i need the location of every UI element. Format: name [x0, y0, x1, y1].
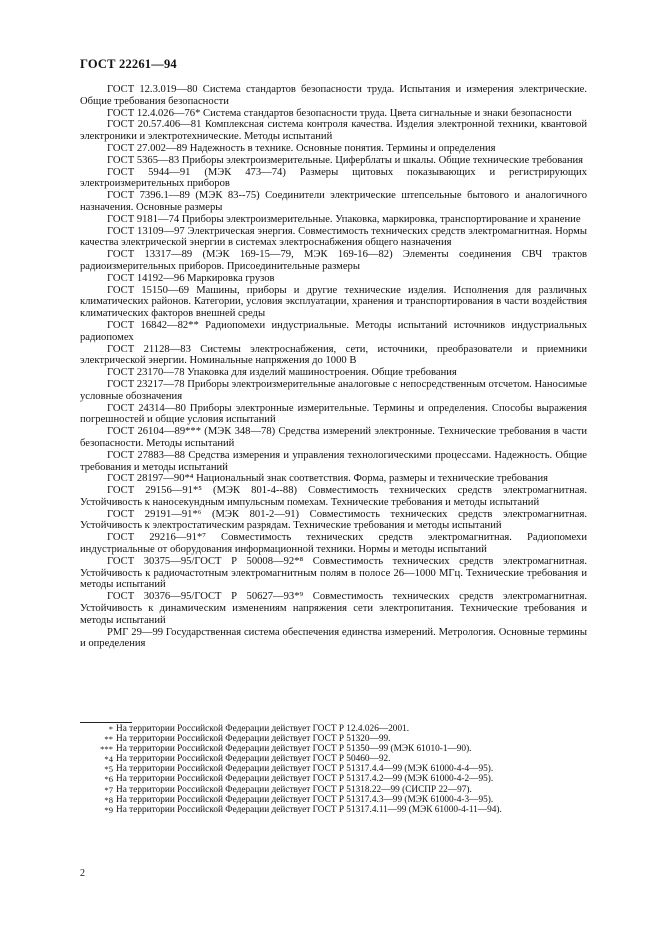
reference-item: ГОСТ 23170—78 Упаковка для изделий машиностроения. Общие требования — [107, 367, 457, 379]
reference-item: ГОСТ 7396.1—89 (МЭК 83--75) Соединители электрические штепсельные бытового и аналогичного назначения. Основные размеры — [80, 190, 587, 213]
footnote-text: На территории Российской Федерации действует ГОСТ Р 51317.4.2—99 (МЭК 61000-4-2—95). — [116, 774, 494, 785]
footnote-text: На территории Российской Федерации действует ГОСТ Р 51317.4.3—99 (МЭК 61000-4-3—95). — [116, 794, 494, 805]
footnote-item — [80, 754, 587, 764]
footnote-mark: *8 — [104, 794, 113, 805]
footnote-mark: *6 — [104, 774, 113, 785]
footnote-mark: ** — [104, 734, 113, 745]
footnote-mark: *7 — [104, 784, 113, 795]
reference-item: ГОСТ 5365—83 Приборы электроизмерительные. Циферблаты и шкалы. Общие технические требования — [107, 154, 584, 166]
reference-item: РМГ 29—99 Государственная система обеспечения единства измерений. Метрология. Основные термины и определения — [80, 626, 587, 650]
reference-item: ГОСТ 29156—91*⁵ (МЭК 801-4--88) Совместимость технических средств электромагнитная. Устойчивость к наносекундным импульсным помехам. Технические требования и методы испытаний — [80, 485, 587, 508]
reference-item: ГОСТ 21128—83 Системы электроснабжения, сети, источники, преобразователи и приемники электрической энергии. Номинальные напряжения до 1000 В — [80, 343, 587, 367]
footnote-item — [80, 764, 587, 774]
reference-item: ГОСТ 30375—95/ГОСТ Р 50008—92*⁸ Совместимость технических средств электромагнитная. Устойчивость к радиочастотным электромагнитным полям в полосе 26—1000 МГц. Технические требования и методы испытаний — [80, 555, 587, 591]
footnote-text: На территории Российской Федерации действует ГОСТ Р 51350—99 (МЭК 61010-1—90). — [116, 744, 472, 755]
reference-item: ГОСТ 9181—74 Приборы электроизмерительные. Упаковка, маркировка, транспортирование и хранение — [107, 213, 581, 225]
reference-item: ГОСТ 12.4.026—76* Система стандартов безопасности труда. Цвета сигнальные и знаки безопасности — [107, 107, 572, 119]
reference-item: ГОСТ 12.3.019—80 Система стандартов безопасности труда. Испытания и измерения электрические. Общие требования безопасности — [80, 84, 587, 107]
footnote-mark: *4 — [104, 754, 113, 765]
footnote-text: На территории Российской Федерации действует ГОСТ Р 51317.4.11—99 (МЭК 61000-4-11—94). — [116, 804, 502, 815]
footnote-divider — [80, 722, 132, 723]
page-number: 2 — [80, 868, 85, 879]
footnote-item — [80, 795, 587, 805]
reference-item: ГОСТ 26104—89*** (МЭК 348—78) Средства измерений электронные. Технические требования в части безопасности. Методы испытаний — [80, 426, 587, 449]
reference-item: ГОСТ 16842—82** Радиопомехи индустриальные. Методы испытаний источников индустриальных радиопомех — [80, 319, 587, 343]
footnote-text: На территории Российской Федерации действует ГОСТ Р 50460—92. — [116, 754, 391, 765]
reference-item: ГОСТ 14192—96 Маркировка грузов — [107, 272, 275, 284]
reference-item: ГОСТ 20.57.406—81 Комплексная система контроля качества. Изделия электронной техники, квантовой электроники и электротехнические. Методы испытаний — [80, 119, 587, 143]
footnote-item — [80, 774, 587, 784]
reference-item: ГОСТ 23217—78 Приборы электроизмерительные аналоговые с непосредственным отсчетом. Наносимые условные обозначения — [80, 378, 587, 402]
page-header-title: ГОСТ 22261—94 — [80, 57, 177, 71]
footnote-mark: *9 — [104, 804, 113, 815]
reference-item: ГОСТ 15150—69 Машины, приборы и другие технические изделия. Исполнения для различных климатических районов. Категории, условия эксплуатации, хранения и транспортирования в части воздействия климатических факторов внешней среды — [80, 284, 587, 320]
normative-references-list — [80, 84, 587, 650]
footnote-text: На территории Российской Федерации действует ГОСТ Р 12.4.026—2001. — [116, 724, 410, 734]
reference-item: ГОСТ 30376—95/ГОСТ Р 50627—93*⁹ Совместимость технических средств электромагнитная. Устойчивость к динамическим изменениям напряжения сети электропитания. Технические требования и методы испытаний — [80, 591, 587, 626]
footnote-item — [80, 744, 587, 754]
footnote-text: На территории Российской Федерации действует ГОСТ Р 51317.4.4—99 (МЭК 61000-4-4—95). — [116, 764, 494, 775]
footnotes-list — [80, 724, 587, 815]
footnote-text: На территории Российской Федерации действует ГОСТ Р 51318.22—99 (СИСПР 22—97). — [116, 784, 472, 795]
reference-item: ГОСТ 29216—91*⁷ Совместимость технических средств электромагнитная. Радиопомехи индустриальные от оборудования информационной техники. Нормы и методы испытаний — [80, 532, 587, 556]
reference-item: ГОСТ 27883—88 Средства измерения и управления технологическими процессами. Надежность. Общие требования и методы испытаний — [80, 449, 587, 473]
reference-item: ГОСТ 13317—89 (МЭК 169-15—79, МЭК 169-16—82) Элементы соединения СВЧ трактов радиоизмерительных приборов. Присоединительные размеры — [80, 249, 587, 272]
footnote-item — [80, 805, 587, 815]
reference-item: ГОСТ 13109—97 Электрическая энергия. Совместимость технических средств электромагнитная. Нормы качества электрической энергии в системах электроснабжения общего назначения — [80, 225, 587, 249]
footnote-item — [80, 734, 587, 744]
reference-item: ГОСТ 5944—91 (МЭК 473—74) Размеры щитовых показывающих и регистрирующих электроизмерительных приборов — [80, 166, 587, 190]
footnote-mark: * — [108, 724, 113, 734]
reference-item: ГОСТ 27.002—89 Надежность в технике. Основные понятия. Термины и определения — [107, 142, 496, 154]
reference-item: ГОСТ 29191—91*⁶ (МЭК 801-2—91) Совместимость технических средств электромагнитная. Устойчивость к электростатическим разрядам. Технические требования и методы испытаний — [80, 508, 587, 532]
footnote-mark: *5 — [104, 764, 113, 775]
footnote-text: На территории Российской Федерации действует ГОСТ Р 51320—99. — [116, 734, 391, 745]
footnote-item — [80, 724, 587, 734]
reference-item: ГОСТ 28197—90*⁴ Национальный знак соответствия. Форма, размеры и технические требования — [107, 473, 548, 485]
reference-item: ГОСТ 24314—80 Приборы электронные измерительные. Термины и определения. Способы выражения погрешностей и общие условия испытаний — [80, 402, 587, 426]
footnote-mark: *** — [100, 744, 113, 755]
footnote-item — [80, 785, 587, 795]
